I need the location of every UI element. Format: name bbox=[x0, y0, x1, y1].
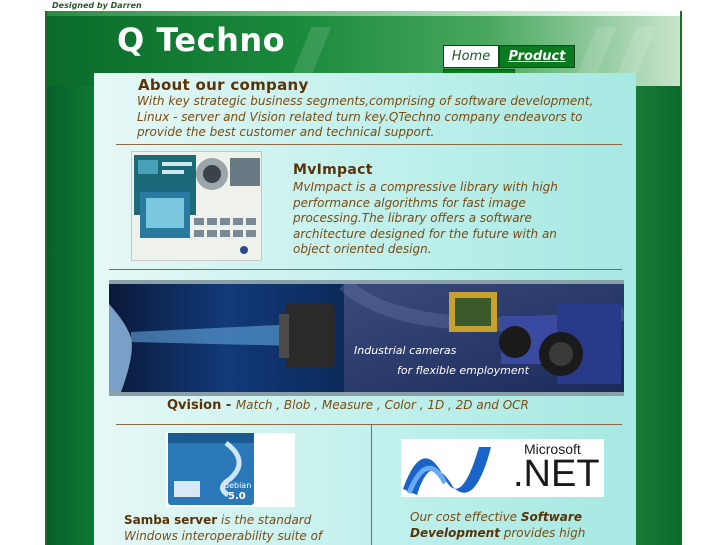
qvision-features: Match , Blob , Measure , Color , 1D , 2D and OCR bbox=[235, 398, 529, 412]
industrial-cameras-banner[interactable] bbox=[109, 280, 624, 396]
samba-text bbox=[124, 513, 344, 544]
samba-title: Samba server bbox=[124, 513, 218, 527]
banner-top-strip bbox=[47, 11, 680, 16]
microsoft-wordmark: Microsoft bbox=[524, 441, 581, 457]
software-development-text bbox=[410, 510, 620, 541]
qvision-heading: Qvision bbox=[167, 398, 222, 413]
dotnet-text-before: Our cost effective bbox=[410, 510, 521, 524]
nav-tab-product[interactable]: Product bbox=[499, 45, 575, 68]
dotnet-text-after: provides high bbox=[499, 525, 586, 540]
debian-logo-image[interactable] bbox=[166, 433, 295, 507]
dotnet-logo-image[interactable] bbox=[401, 439, 604, 497]
banner-caption-line2: for flexible employment bbox=[397, 364, 529, 377]
divider bbox=[116, 424, 622, 425]
site-title: Q Techno bbox=[117, 21, 286, 59]
banner-decoration bbox=[578, 27, 617, 73]
debian-logo-text: debian bbox=[224, 481, 252, 490]
qvision-line bbox=[167, 398, 529, 413]
mvimpact-heading: MvImpact bbox=[293, 162, 373, 178]
right-column-background bbox=[635, 86, 682, 545]
dotnet-wordmark: .NET bbox=[513, 453, 600, 495]
qvision-separator: - bbox=[221, 398, 236, 413]
main-content bbox=[94, 73, 636, 545]
debian-version: 5.0 bbox=[228, 491, 246, 502]
about-heading: About our company bbox=[138, 76, 309, 94]
banner-decoration bbox=[293, 27, 332, 73]
mvimpact-product-image[interactable] bbox=[131, 151, 262, 261]
column-divider bbox=[371, 425, 372, 545]
designer-credit: Designed by Darren bbox=[52, 1, 142, 10]
banner-decoration bbox=[618, 27, 657, 73]
software-development-emphasis: Software Development bbox=[410, 510, 582, 540]
cameras-illustration bbox=[109, 284, 624, 392]
nav-tab-home[interactable]: Home bbox=[443, 45, 499, 68]
left-column-background bbox=[47, 86, 95, 545]
divider bbox=[116, 144, 622, 145]
mvimpact-text: MvImpact is a compressive library with high performance algorithms for fast image processing.The library offers a software architecture designed for the future with an object oriented design. bbox=[293, 180, 558, 256]
about-text: With key strategic business segments,comprising of software development, Linux - server and Vision related turn key.QTechno company endeavors to provide the best customer and technical support. bbox=[137, 94, 594, 139]
divider bbox=[109, 269, 622, 270]
banner-caption-line1: Industrial cameras bbox=[354, 344, 457, 357]
samba-description: is the standard Windows interoperability suite of bbox=[124, 513, 323, 543]
mvimpact-box-illustration bbox=[132, 152, 262, 261]
